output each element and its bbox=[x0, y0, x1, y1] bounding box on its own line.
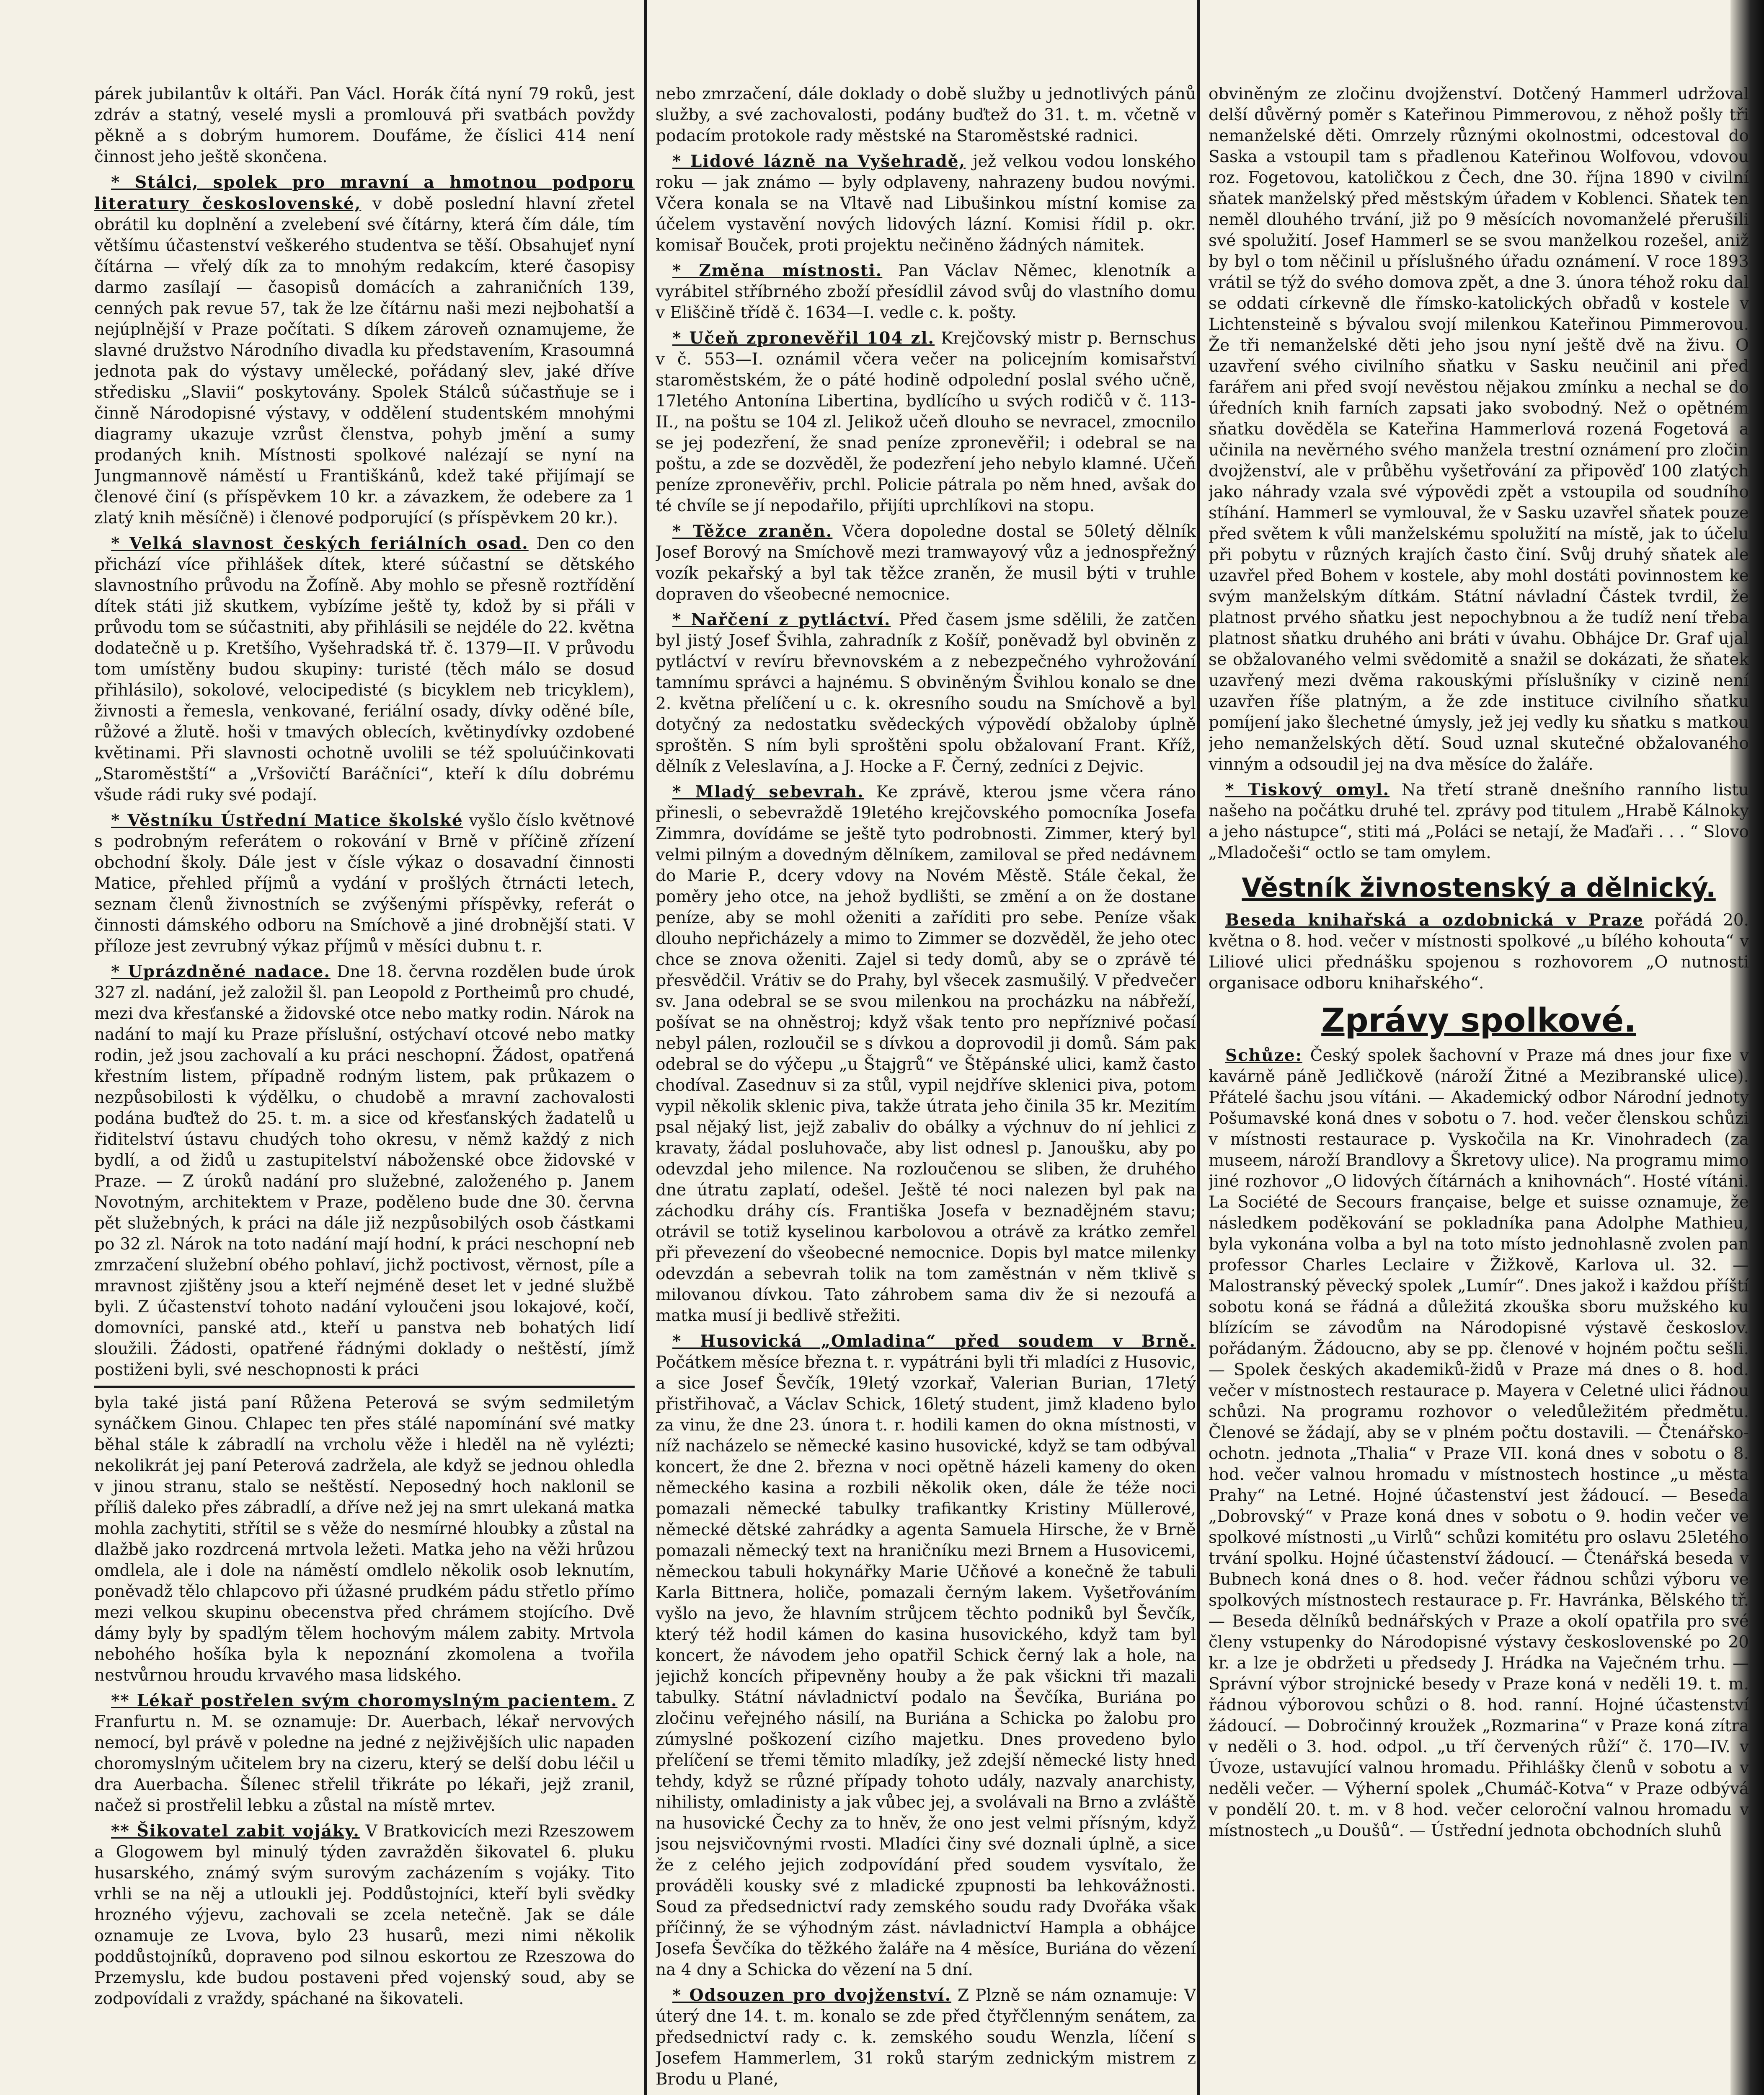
news-headline: * Uprázdněné nadace. bbox=[111, 962, 331, 981]
news-item bbox=[94, 1690, 635, 1816]
section-divider bbox=[94, 1386, 635, 1388]
news-body: Z Franfurtu n. M. se oznamuje: Dr. Auerbach, lékař nervových nemocí, byl právě v poledne na jedné z nejživějších ulic napaden choromyslným učitelem bry na cizeru, který se delší dobu léčil u dra Auerbacha. Šílenec střelil třikráte po lékaři, jejž zranil, načež si prostřelil lebku a zůstal na místě mrtev. bbox=[94, 1692, 635, 1815]
section-title: Věstník živnostenský a dělnický. bbox=[1242, 872, 1716, 903]
news-body: V Bratkovicích mezi Rzeszowem a Glogowem byl minulý týden zavražděn šikovatel 6. pluku husarského, známý svým surovým zacházením s vojáky. Tito vrhli se na něj a utloukli jej. Poddůstojníci, kteří byli svědky hrozného výjevu, zachovali se zcela netečně. Jak se dále oznamuje ze Lvova, bylo 23 husarů, mezi nimi několik poddůstojníků, dopraveno pod silnou eskortou ze Rzeszowa do Przemyslu, kde budou postaveni před vojenský soud, aby se zodpovídali z vraždy, spáchané na šikovateli. bbox=[94, 1822, 635, 2008]
news-headline: * Tiskový omyl. bbox=[1225, 780, 1390, 799]
news-headline: * Věstníku Ústřední Matice školské bbox=[111, 811, 463, 830]
news-item bbox=[94, 961, 635, 1381]
news-body: vyšlo číslo květnové s podrobným referátem o rokování v Brně v příčině zřízení obchodní školy. Dále jest v čísle výkaz o dosavadní činnosti Matice, přehled příjmů a vydání v prošlých čtrnácti letech, seznam členů živnostních se zvýšenými příspěvky, referát o činnosti dámského odboru na Smíchově a jiné drobnější stati. V příloze jest zevrubný výkaz příjmů v měsíci dubnu t. r. bbox=[94, 811, 635, 956]
news-body: Ke zprávě, kterou jsme včera ráno přinesli, o sebevraždě 19letého krejčovského pomocníka Josefa Zimmra, dovídáme se ještě tyto podrobnosti. Zimmer, který byl velmi pilným a dovedným dělníkem, zamiloval se před nedávnem do Marie P., dcery vdovy na Novém Městě. Stále čekal, že poměry jeho otce, na jehož bydlišti, se změní a on že dostane peníze, aby se mohl oženiti a zaříditi pro sebe. Peníze však dlouho nepřicházely a mimo to Zimmer se dozvěděl, že jeho otec chce se znova oženiti. Zajel si tedy domů, aby se o zprávě té přesvědčil. Vrátiv se do Prahy, byl všecek zasmušilý. V předvečer sv. Jana odebral se se svou milenkou na procházku na nábřeží, pošívat se na ohněstroj; když však tento pro nepříznivé počasí nebyl pálen, rozloučil se s dívkou a doprovodil ji domů. Sám pak odebral se do výčepu „u Štajgrů“ ve Štěpánské ulici, kamž často chodíval. Zasednuv si za stůl, vypil nejdříve sklenici piva, potom vypil několik sklenic piva, takže útrata jeho činila 35 kr. Mezitím psal nějaký list, jejž zabaliv do obálky a výchnuv do ní jehlici z kravaty, žádal posluhovače, aby list odnesl p. Janoušku, aby po odevzdal jeho milence. Na rozloučenou se sliben, že druhého dne útratu zaplatí, odešel. Ještě té noci nalezen byl pak na záchodku dráhy cís. Františka Josefa v beznadějném stavu; otrávil se totiž kyselinou karbolovou a otrávě za krátko zemřel při převezení do všeobecné nemocnice. Dopis byl matce milenky odevzdán a sebevrah tolik na tom zaměstnán v něm tklivě s milovanou dívkou. Tato záhrobem sama div že si nezoufá a matka musí ji bedlivě střežiti. bbox=[656, 783, 1196, 1325]
news-item bbox=[1209, 84, 1749, 775]
column-3 bbox=[1209, 84, 1749, 2095]
news-body: Český spolek šachovní v Praze má dnes jour fixe v kavárně páně Jedličkově (nároží Žitné a Mezibranské ulice). Přátelé šachu jsou vítáni. — Akademický odbor Národní jednoty Pošumavské koná dnes v sobotu o 7. hod. večer členskou schůzi v místnosti restaurace p. Vyskočila na Kr. Vinohradech (za museem, nároží Brandlovy a Škretovy ulice). Na programu mimo jiné rozhovor „O lidových čítárnách a knihovnách“. Hosté vítáni. La Société de Secours française, belge et suisse oznamuje, že následkem poděkování se pokladníka pana Adolphe Mathieu, byla vykonána volba a byl na toto místo jednohlasně zvolen pan professor Charles Leclaire v Žižkově, Karlova ul. 32. — Malostranský pěvecký spolek „Lumír“. Dnes jakož i každou příští sobotu koná se řádná a důležitá zkouška sboru mužského ku blízícím se závodům na Národopisné výstavě českoslov. pořádaným. Žádoucno, aby se pp. členové v hojném počtu sešli. — Spolek českých akademiků-židů v Praze má dnes o 8. hod. večer v místnostech restaurace p. Mayera v Celetné ulici řádnou schůzi. Na programu rozhovor o veledůležitém předmětu. Členové se žádají, aby se v plném počtu dostavili. — Čtenářsko-ochotn. jednota „Thalia“ v Praze VII. koná dnes v sobotu o 8. hod. večer valnou hromadu v místnostech hostince „u města Prahy“ na Letné. Hojné účastenství jest žádoucí. — Beseda „Dobrovský“ v Praze koná dnes v sobotu o 9. hodin večer ve spolkové místnosti „u Virlů“ schůzi komitétu pro oslavu 25letého trvání spolku. Hojné účastenství žádoucí. — Čtenářská beseda v Bubnech koná dnes o 8. hod. večer řádnou schůzi výboru ve spolkových místnostech restaurace p. Fr. Havránka, Bělského tř. — Beseda dělníků bednářských v Praze a okolí opatřila pro své členy vstupenky do Národopisné výstavy československé po 20 kr. a lze je obdržeti u předsedy J. Hrádka na Vaječném trhu. — Správní výbor strojnické besedy v Praze koná v neděli 19. t. m. řádnou výborovou schůzi o 8. hod. ranní. Hojné účastenství žádoucí. — Dobročinný kroužek „Rozmarina“ v Praze koná zítra v neděli o 3. hod. odpol. „u tří červených růží“ č. 170—IV. v Úvoze, ustavující valnou hromadu. Přihlášky členů v sobotu a v neděli večer. — Výherní spolek „Chumáč-Kotva“ v Praze odbývá v pondělí 20. t. m. v 8 hod. večer celoroční valnou hromadu v místnostech „u Doušů“. — Ústřední jednota obchodních sluhů bbox=[1209, 1046, 1749, 1840]
news-body: Dne 18. června rozdělen bude úrok 327 zl. nadání, jež založil šl. pan Leopold z Portheimů pro chudé, mezi dva křesťanské a židovské otce nebo matky rodin. Nárok na nadání to mají ku Praze příslušní, ostýchaví otcové nebo matky rodin, jež jsou zachovalí a ku práci neschopní. Žádost, opatřená křestním listem, případně rodným listem, pak průkazem o nezpůsobilosti k výdělku, o chudobě a mravní zachovalosti podána buďtež do 25. t. m. a sice od křesťanských žadatelů u řiditelství ústavu chudých toho okresu, v němž každý z nich bydlí, a od židů u zastupitelství náboženské obce židovské v Praze. — Z úroků nadání pro služebné, založeného p. Janem Novotným, architektem v Praze, poděleno bude dne 30. června pět služebných, k práci na dále již nezpůsobilých osob částkami po 32 zl. Nárok na toto nadání mají hodní, k práci neschopní neb zmrzačení služební obého pohlaví, jichž poctivost, věrnost, píle a mravnost zjištěny jsou a kteří nejméně deset let v jedné službě byli. Z účastenství tohoto nadání vyloučeni jsou lokajové, kočí, domovníci, panské atd., kteří u panstva neb bohatých lidí sloužili. Žádosti, opatřené řádnými doklady o neštěstí, jímž postiženi byli, své neschopnosti k práci bbox=[94, 962, 635, 1379]
news-item bbox=[1209, 1045, 1749, 1842]
news-item bbox=[656, 1331, 1196, 1981]
news-headline: * Mladý sebevrah. bbox=[672, 782, 864, 802]
news-headline: ** Šikovatel zabit vojáky. bbox=[111, 1821, 360, 1841]
news-item bbox=[1209, 910, 1749, 994]
news-body: Krejčovský mistr p. Bernschus v č. 553—I. oznámil včera večer na policejním komisařství staroměstském, že o páté hodině odpolední poslal svého učně, 17letého Antonína Libertina, bydlícího u svých rodičů v č. 113-II., na poštu se 104 zl. Jelikož učeň dlouho se nevracel, zmocnilo se jej podezření, že snad peníze zpronevěřil; i odebral se na poštu, a zde se dozvěděl, že podezření jeho nebylo klamné. Učeň peníze zpronevěřiv, prchl. Policie pátrala po něm hned, avšak do té chvíle se jí nepodařilo, přijíti uprchlíkovi na stopu. bbox=[656, 329, 1196, 515]
news-body: Z Plzně se nám oznamuje: V úterý dne 14. t. m. konalo se zde před čtyřčlenným senátem, za předsednictví rady c. k. zemského soudu Wenzla, líčení s Josefem Hammerlem, 31 roků starým zednickým mistrem z Brodu u Plané, bbox=[656, 1986, 1196, 2089]
news-item bbox=[1209, 779, 1749, 864]
news-headline: * Těžce zraněn. bbox=[672, 522, 833, 541]
news-headline: * Velká slavnost českých feriálních osad. bbox=[111, 534, 529, 553]
news-body: nebo zmrzačení, dále doklady o době služby u jednotlivých pánů služby, a své zachovalosti, podány buďtež do 31. t. m. včetně v podacím protokole rady městské na Staroměstské radnici. bbox=[656, 85, 1196, 145]
news-body: pořádá 20. května o 8. hod. večer v místnosti spolkové „u bílého kohouta“ v Liliové ulici přednášku spojenou s rozhovorem „O nutnosti organisace odboru knihařského“. bbox=[1209, 911, 1749, 993]
column-rule-2 bbox=[1197, 0, 1200, 2095]
column-1 bbox=[94, 84, 635, 2095]
news-headline: * Husovická „Omladina“ před soudem v Brně. bbox=[672, 1332, 1196, 1351]
news-headline: * Stálci, spolek pro mravní a hmotnou podporu literatury československé, bbox=[94, 173, 635, 213]
news-body: Pan Václav Němec, klenotník a vyrábitel stříbrného zboží přesídlil závod svůj do vlastního domu v Eliščině třídě č. 1634—I. vedle c. k. pošty. bbox=[656, 261, 1196, 322]
column-2 bbox=[656, 84, 1196, 2095]
news-body: Včera dopoledne dostal se 50letý dělník Josef Borový na Smíchově mezi tramwayový vůz a jednospřežný vozík pekařský a byl tak těžce zraněn, že musil býti v truhle dopraven do všeobecné nemocnice. bbox=[656, 522, 1196, 604]
news-item bbox=[656, 781, 1196, 1327]
news-headline: * Odsouzen pro dvojženství. bbox=[672, 1986, 952, 2005]
news-item bbox=[656, 151, 1196, 256]
news-body: Počátkem měsíce března t. r. vypátráni byli tři mladíci z Husovic, a sice Josef Ševčík, 19letý vzorkař, Valerian Burian, 17letý přistřihovač, a Václav Schick, 16letý student, jimž kladeno bylo za vinu, že dne 23. února t. r. hodili kamen do okna místnosti, v níž nacházelo se německé kasino husovické, když se tam odbýval koncert, že dne 2. března v noci opětně házeli kameny do oken německého kasina a rozbili několik oken, dále že téže noci pomazali německé tabulky trafikantky Kristiny Müllerové, německé dětské zahrádky a agenta Samuela Hirsche, že v Brně pomazali německý text na hraničníku mezi Brnem a Husovicemi, německou tabuli hokynářky Marie Učňové a konečně že tabuli Karla Bittnera, holiče, pomazali černým lakem. Vyšetřováním vyšlo na jevo, že hlavním strůjcem těchto podniků byl Ševčík, který též hodil kámen do kasina husovického, když tam byl koncert, že návodem jeho opatřil Schick černý lak a hole, na jejichž koncích připevněny houby a že pak všickni tři mazali tabulky. Státní návladnictví podalo na Ševčíka, Buriána po zločinu veřejného násilí, na Buriána a Schicka po žalobu pro zúmyslné poškození cizího majetku. Dnes provedeno bylo přelíčení se třemi těmito mladíky, jež zdejší německé listy hned tehdy, když se různé případy tohoto udály, nazvaly anarchisty, nihilisty, omladinisty a jak vůbec jej, a svolávali na Brno a zvláště na husovické Čechy za to hněv, že ono jest velmi přísným, když jsou nejsvičovnými rvosti. Mladíci činy své doznali úplně, a sice že z celého jejich zodpovídání před soudem vysvítalo, že prováděli kousky své z mladické zpupnosti ba lehkovážnosti. Soud za předsednictví rady zemského soudu rady Dvořáka však příčinný, že se výhodným zást. návladnictví Hampla a obhájce Josefa Ševčíka do těžkého žaláře na 4 měsíce, Buriána do vězení na 4 dny a Schicka do vězení na 5 dní. bbox=[656, 1353, 1196, 1979]
news-item bbox=[94, 172, 635, 529]
news-item bbox=[94, 1821, 635, 2010]
news-item bbox=[656, 609, 1196, 777]
news-body: párek jubilantův k oltáři. Pan Václ. Horák čítá nyní 79 roků, jest zdráv a statný, veselé mysli a promlouvá při svatbách povždy pěkně a s dobrým humorem. Doufáme, že číslici 414 není činnost jeho ještě skončena. bbox=[94, 85, 635, 166]
news-item bbox=[656, 328, 1196, 517]
news-body: byla také jistá paní Růžena Peterová se svým sedmiletým synáčkem Ginou. Chlapec ten přes stálé napomínání své matky běhal stále k zábradlí na vrcholu věže i hleděl na ně vylézti; nekolikrát jej paní Peterová zadržela, ale když se jednou ohledla v jinou stranu, stalo se neštěstí. Neposedný hoch naklonil se příliš daleko přes zábradlí, a dříve než jej na smrt ulekaná matka mohla zachytiti, střítil se s věže do nesmírné hloubky a zůstal na dlažbě jako rozdrcená mrtvola ležeti. Matka jeho na věži hrůzou omdlela, ale i dole na náměstí omdlelo několik osob leknutím, poněvadž tělo chlapcovo při úžasné prudkém pádu střetlo přímo mezi velkou skupinu obecenstva před chrámem stojícího. Dvě dámy byly by spadlým tělem hochovým málem zabity. Mrtvola nebohého hošíka byla k nepoznání zkomolena a tvořila nestvůrnou hroudu krvavého masa lidského. bbox=[94, 1394, 635, 1685]
news-headline: Beseda knihařská a ozdobnická v Praze bbox=[1225, 910, 1644, 930]
news-body: v době poslední hlavní zřetel obrátil ku doplnění a zvelebení své čítárny, která čím dále, tím většímu účastenství veškerého studentva se těší. Obsahujeť nyní čítárna — vřelý dík za to mnohým redakcím, které časopisy darmo zasílají — časopisů domácích a zahraničních 139, cenných pak revue 57, tak že lze čítárnu naši mezi nejbohatší a nejúplnější v Praze počítati. S díkem zároveň oznamujeme, že slavné družstvo Národního divadla ku představením, Krasoumná jednota pak do výstavy umělecké, pořádaný slev, jaké dříve středisku „Slavii“ poskytovány. Spolek Stálců súčastňuje se i činně Národopisné výstavy, v oddělení studentském mnohými diagramy ukazuje vzrůst členstva, pohyb jmění a sumy prodaných knih. Místnosti spolkové nalézají se nyní na Jungmannově náměstí u Františkánů, kdež také přijímají se členové činí (s příspěvkem 10 kr. a závazkem, že odebere za 1 zlatý knih měsíčně) i členové podporující (s příspěvkem 20 kr.). bbox=[94, 194, 635, 528]
news-headline: * Nařčení z pytláctví. bbox=[672, 610, 891, 629]
news-item bbox=[94, 533, 635, 806]
news-headline: * Změna místnosti. bbox=[672, 261, 883, 280]
news-item bbox=[656, 521, 1196, 605]
news-headline: * Učeň zpronevěřil 104 zl. bbox=[672, 328, 935, 348]
news-body: jež velkou vodou lonského roku — jak známo — byly odplaveny, nahrazeny budou novými. Včera konala se na Vltavě nad Libušinkou místní komise za účelem vystavění nových lidových lázní. Komisi řídil p. okr. komisař Bouček, proti projektu nečiněno žádných námitek. bbox=[656, 152, 1196, 255]
news-item bbox=[656, 260, 1196, 323]
news-item bbox=[94, 1393, 635, 1686]
news-headline: Schůze: bbox=[1225, 1046, 1302, 1065]
news-item bbox=[94, 84, 635, 168]
news-body: Den co den přichází více přihlášek dítek, které súčastní se dětského slavnostního průvodu na Žofíně. Aby mohlo se přesně roztřídění dítek státi již skutkem, vybízíme ještě ty, kdož by si přáli v průvodu tom se súčastniti, aby přihlásili se nejdéle do 22. května dodatečně u p. Kretšího, Vyšehradská tř. č. 1379—II. V průvodu tom umístěny budou skupiny: turisté (těch málo se dosud přihlásilo), sokolové, velocipedisté (s bicyklem neb tricyklem), živnosti a řemesla, venkované, feriální osady, dívky oděné bíle, růžové a žlutě. hoši v tmavých oblecích, květinydívky ozdobené květinami. Při slavnosti ochotně uvolili se též spoluúčinkovati „Staroměstští“ a „Vršovičtí Baráčníci“, kteří k dílu dobrému všude rádi ruky své podají. bbox=[94, 534, 635, 804]
news-headline: ** Lékař postřelen svým choromyslným pacientem. bbox=[111, 1691, 618, 1710]
news-headline: * Lidové lázně na Vyšehradě, bbox=[672, 152, 966, 171]
news-item bbox=[656, 84, 1196, 147]
news-item bbox=[94, 810, 635, 957]
news-item bbox=[656, 1985, 1196, 2090]
column-rule-1 bbox=[644, 0, 647, 2095]
section-title: Zprávy spolkové. bbox=[1321, 1002, 1636, 1040]
news-body: obviněným ze zločinu dvojženství. Dotčený Hammerl udržoval delší důvěrný poměr s Kateřinou Pimmerovou, z něhož pošly tři nemanželské děti. Omrzely různými okolnostmi, odcestoval do Saska a vstoupil tam s přadlenou Kateřinou Wolfovou, vdovou roz. Fogetovou, katoličkou z Čech, dne 30. října 1890 v civilní sňatek manželský před městským úřadem v Koblenci. Sňatek ten neměl dlouhého trvání, již po 9 měsících novomanželé přerušili své spolužití. Josef Hammerl se se svou manželkou rozešel, aniž by byl o tom něčinil u příslušného úřadu oznámení. V roce 1893 vrátil se týž do svého domova zpět, a dne 3. února téhož roku dal se oddati církevně dle římsko-katolických obřadů v kostele v Lichtensteině s bývalou svojí milenkou Kateřinou Pimmerovou. Že tři nemanželské děti jeho jsou nyní ještě dvě na živu. O uzavření svého civilního sňatku v Sasku neučinil ani před farářem ani před svojí nevěstou nějakou zmínku a nechal se do úředních knih farních zapsati jako svobodný. Než o opětném sňatku dověděla se Kateřina Hammerlová rozená Fogetová a učinila na nevěrného svého manžela trestní oznámení pro zločin dvojženství, ale v průběhu vyšetřování za připověď 100 zlatých jako náhrady vzala své výpovědi zpět a vstoupila od soudního stíhání. Hammerl se vymlouval, že v Sasku uzavřel sňatek pouze před světem k vůli manželskému spolužití na místě, jak to účelu při pobytu v různých krajích často činí. Svůj druhý sňatek ale uzavřel před Bohem v kostele, aby mohl dostáti povinnostem ke svým manželským dítkám. Státní návladní Částek tvrdil, že platnost prvého sňatku jest nepochybnou a že tudíž není třeba platnost sňatku druhého ani bráti v úvahu. Obhájce Dr. Graf ujal se obžalovaného velmi svědomitě a snažil se dokázati, že sňatek uzavřený mezi dvěma rakouskými příslušníky v cizině není uzavřen říše platným, a že zde instituce civilního sňatku pomíjení jako šlechetné úmysly, jež jej vedly ku sňatku s matkou jeho nemanželských dětí. Soud uznal skutečné obžalovaného vinným a odsoudil jej na dva měsíce do žaláře. bbox=[1209, 85, 1749, 774]
news-body: Před časem jsme sdělili, že zatčen byl jistý Josef Švihla, zahradník z Košíř, poněvadž byl obviněn z pytláctví v revíru břevnovském a z nebezpečného vyhrožování tamnímu správci a hajnému. S obviněným Švihlou konalo se dne 2. května přelíčení u c. k. okresního soudu na Smíchově a byl dotyčný za nedostatku svědeckých výpovědí obžaloby úplně sproštěn. S ním byli sproštěni spolu obžalovaní Frant. Kříž, dělník z Veleslavína, a J. Hocke a F. Černý, zedníci z Dejvic. bbox=[656, 610, 1196, 776]
news-body: Na třetí straně dnešního ranního listu našeho na počátku druhé tel. zprávy pod titulem „Hrabě Kálnoky a jeho nástupce“, stiti má „Poláci se netají, že Maďaři . . . “ Slovo „Mladočeši“ octlo se tam omylem. bbox=[1209, 781, 1749, 862]
